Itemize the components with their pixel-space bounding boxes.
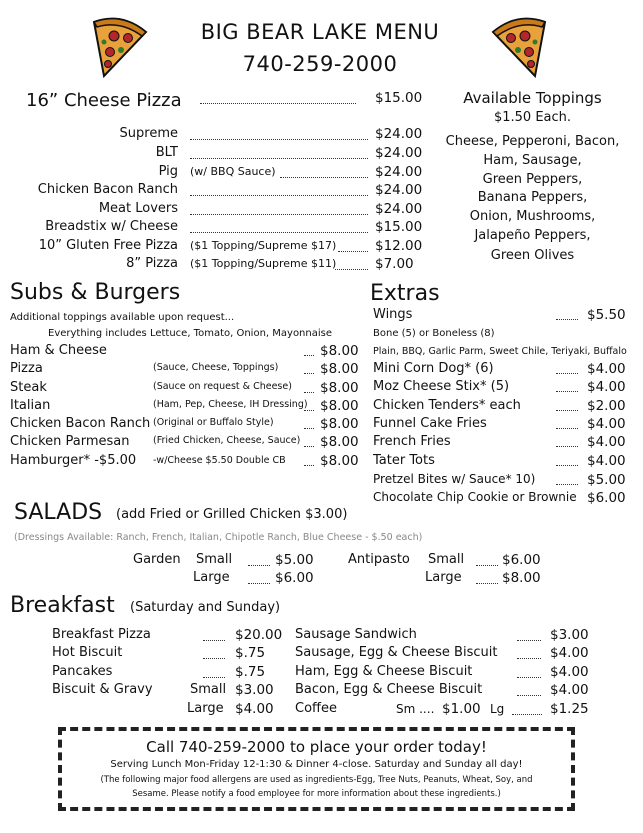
extras-item-name: Tater Tots [373, 453, 435, 468]
extras-item-price: $4.00 [587, 361, 626, 377]
subs-note: Everything includes Lettuce, Tomato, Onion, Mayonnaise [48, 328, 333, 339]
sub-item-price: $8.00 [320, 453, 359, 469]
breakfast-item-size: Large [187, 701, 224, 716]
pizza-item-name: 8” Pizza [126, 256, 178, 271]
breakfast-subtitle: (Saturday and Sunday) [130, 600, 281, 615]
breakfast-item-name: Biscuit & Gravy [52, 682, 153, 697]
allergen-note: (The following major food allergens are used as ingredients-Egg, Tree Nuts, Peanuts, Wheat, Soy, and [100, 775, 533, 785]
extras-item-price: $5.50 [587, 307, 626, 323]
sub-item-name: Italian [10, 398, 51, 413]
extras-item-name: Pretzel Bites w/ Sauce* 10) [373, 472, 536, 486]
breakfast-item-price: $4.00 [550, 664, 589, 680]
order-hours-line: Serving Lunch Mon-Friday 12-1:30 & Dinner 4-close. Saturday and Sunday all day! [110, 759, 523, 770]
pizza-item-price: $7.00 [375, 256, 414, 272]
sub-item-note: (Sauce, Cheese, Toppings) [153, 362, 279, 373]
toppings-line: Onion, Mushrooms, [469, 209, 596, 224]
extras-item-price: $4.00 [587, 379, 626, 395]
extras-item-price: $4.00 [587, 416, 626, 432]
breakfast-item-name: Breakfast Pizza [52, 627, 151, 642]
salad-name: Garden [133, 552, 181, 567]
menu-title: BIG BEAR LAKE MENU [200, 20, 440, 44]
sub-item-name: Hamburger* -$5.00 [10, 453, 137, 468]
pizza-item-note: ($1 Topping/Supreme $11) [190, 257, 337, 270]
toppings-line: Banana Peppers, [477, 190, 588, 205]
extras-item-name: Chocolate Chip Cookie or Brownie [373, 490, 577, 504]
pizza-item-note: ($1 Topping/Supreme $17) [190, 239, 337, 252]
coffee-sm-label: Sm .... [396, 702, 435, 716]
extras-item-name: Moz Cheese Stix* (5) [373, 379, 510, 394]
pizza-item-name: Supreme [119, 126, 178, 141]
sub-item-name: Ham & Cheese [10, 343, 107, 358]
extras-item-name: Funnel Cake Fries [373, 416, 487, 431]
breakfast-item-size: Small [190, 682, 227, 697]
extras-item-price: $5.00 [587, 472, 626, 488]
sub-item-name: Chicken Bacon Ranch [10, 416, 151, 431]
salad-price: $6.00 [275, 570, 314, 586]
coffee-name: Coffee [295, 701, 337, 716]
extras-item-price: $4.00 [587, 453, 626, 469]
salad-name: Antipasto [348, 552, 410, 567]
breakfast-item-name: Sausage Sandwich [295, 627, 417, 642]
salad-size-label: Large [425, 570, 462, 585]
sub-item-name: Chicken Parmesan [10, 434, 130, 449]
toppings-line: Cheese, Pepperoni, Bacon, [445, 134, 620, 149]
toppings-line: Jalapeño Peppers, [474, 228, 591, 243]
order-call-line: Call 740-259-2000 to place your order today! [146, 738, 487, 756]
breakfast-title: Breakfast [10, 593, 115, 618]
pizza-item-name: BLT [155, 145, 178, 160]
toppings-line: Green Peppers, [482, 172, 583, 187]
subs-note: Additional toppings available upon request... [10, 312, 235, 323]
allergen-note: Sesame. Please notify a food employee for more information about these ingredients.) [132, 789, 501, 799]
salad-size-label: Large [193, 570, 230, 585]
breakfast-item-name: Bacon, Egg & Cheese Biscuit [295, 682, 483, 697]
breakfast-item-price: $3.00 [550, 627, 589, 643]
sub-item-price: $8.00 [320, 361, 359, 377]
pizza-slice-icon [88, 14, 150, 80]
extras-item-name: Mini Corn Dog* (6) [373, 361, 494, 376]
wings-note: Bone (5) or Boneless (8) [373, 328, 495, 339]
pizza-item-name: Chicken Bacon Ranch [37, 182, 178, 197]
breakfast-item-price: $3.00 [235, 682, 274, 698]
pizza-item-name: 10” Gluten Free Pizza [38, 238, 178, 253]
extras-item-name: French Fries [373, 434, 451, 449]
breakfast-item-price: $4.00 [235, 701, 274, 717]
pizza-item-price: $24.00 [375, 201, 423, 217]
breakfast-item-price: $4.00 [550, 645, 589, 661]
menu-phone: 740-259-2000 [242, 52, 398, 76]
sub-item-price: $8.00 [320, 380, 359, 396]
pizza-item-price: $24.00 [375, 145, 423, 161]
breakfast-item-name: Ham, Egg & Cheese Biscuit [295, 664, 473, 679]
breakfast-item-price: $.75 [235, 664, 266, 680]
sub-item-note: (Original or Buffalo Style) [153, 417, 274, 428]
breakfast-item-name: Sausage, Egg & Cheese Biscuit [295, 645, 498, 660]
pizza-slice-icon [489, 14, 551, 80]
pizza-item-name: Meat Lovers [98, 201, 178, 216]
pizza-item-price: $15.00 [375, 219, 423, 235]
extras-item-price: $6.00 [587, 490, 626, 506]
sub-item-name: Pizza [10, 361, 43, 376]
breakfast-item-name: Pancakes [52, 664, 113, 679]
coffee-sm-price: $1.00 [442, 701, 481, 717]
pizza-title: 16” Cheese Pizza [26, 90, 182, 111]
sub-item-price: $8.00 [320, 416, 359, 432]
extras-item-price: $4.00 [587, 434, 626, 450]
sub-item-note: -w/Cheese $5.50 Double CB [153, 455, 286, 466]
salad-price: $6.00 [502, 552, 541, 568]
pizza-item-price: $12.00 [375, 238, 423, 254]
toppings-line: Ham, Sausage, [483, 153, 582, 168]
salads-title: SALADS [14, 500, 103, 525]
salad-size-label: Small [428, 552, 465, 567]
pizza-item-name: Breadstix w/ Cheese [45, 219, 178, 234]
salad-price: $8.00 [502, 570, 541, 586]
coffee-lg-label: Lg [490, 702, 505, 716]
salads-subtitle: (add Fried or Grilled Chicken $3.00) [116, 507, 348, 522]
sub-item-price: $8.00 [320, 343, 359, 359]
breakfast-item-price: $4.00 [550, 682, 589, 698]
salad-price: $5.00 [275, 552, 314, 568]
pizza-item-name: Pig [158, 164, 178, 179]
salad-size-label: Small [196, 552, 233, 567]
breakfast-item-name: Hot Biscuit [52, 645, 123, 660]
extras-item-name: Chicken Tenders* each [373, 398, 521, 413]
wings-note: Plain, BBQ, Garlic Parm, Sweet Chile, Teriyaki, Buffalo [373, 346, 627, 357]
pizza-item-price: $24.00 [375, 182, 423, 198]
sub-item-note: (Fried Chicken, Cheese, Sauce) [153, 435, 301, 446]
subs-title: Subs & Burgers [10, 280, 181, 305]
extras-item-name: Wings [373, 307, 413, 322]
pizza-item-price: $24.00 [375, 126, 423, 142]
sub-item-name: Steak [10, 380, 47, 395]
coffee-lg-price: $1.25 [550, 701, 589, 717]
salads-dressings: (Dressings Available: Ranch, French, Italian, Chipotle Ranch, Blue Cheese - $.50 each) [14, 532, 423, 543]
extras-item-price: $2.00 [587, 398, 626, 414]
toppings-title: Available Toppings [463, 89, 602, 107]
sub-item-price: $8.00 [320, 434, 359, 450]
toppings-line: Green Olives [490, 248, 575, 263]
pizza-item-price: $24.00 [375, 164, 423, 180]
sub-item-note: (Ham, Pep, Cheese, IH Dressing) [153, 399, 308, 410]
pizza-base-price: $15.00 [375, 90, 423, 106]
sub-item-price: $8.00 [320, 398, 359, 414]
sub-item-note: (Sauce on request & Cheese) [153, 381, 292, 392]
extras-title: Extras [370, 281, 440, 306]
pizza-item-note: (w/ BBQ Sauce) [190, 165, 276, 178]
toppings-each: $1.50 Each. [493, 110, 572, 125]
breakfast-item-price: $20.00 [235, 627, 283, 643]
breakfast-item-price: $.75 [235, 645, 266, 661]
